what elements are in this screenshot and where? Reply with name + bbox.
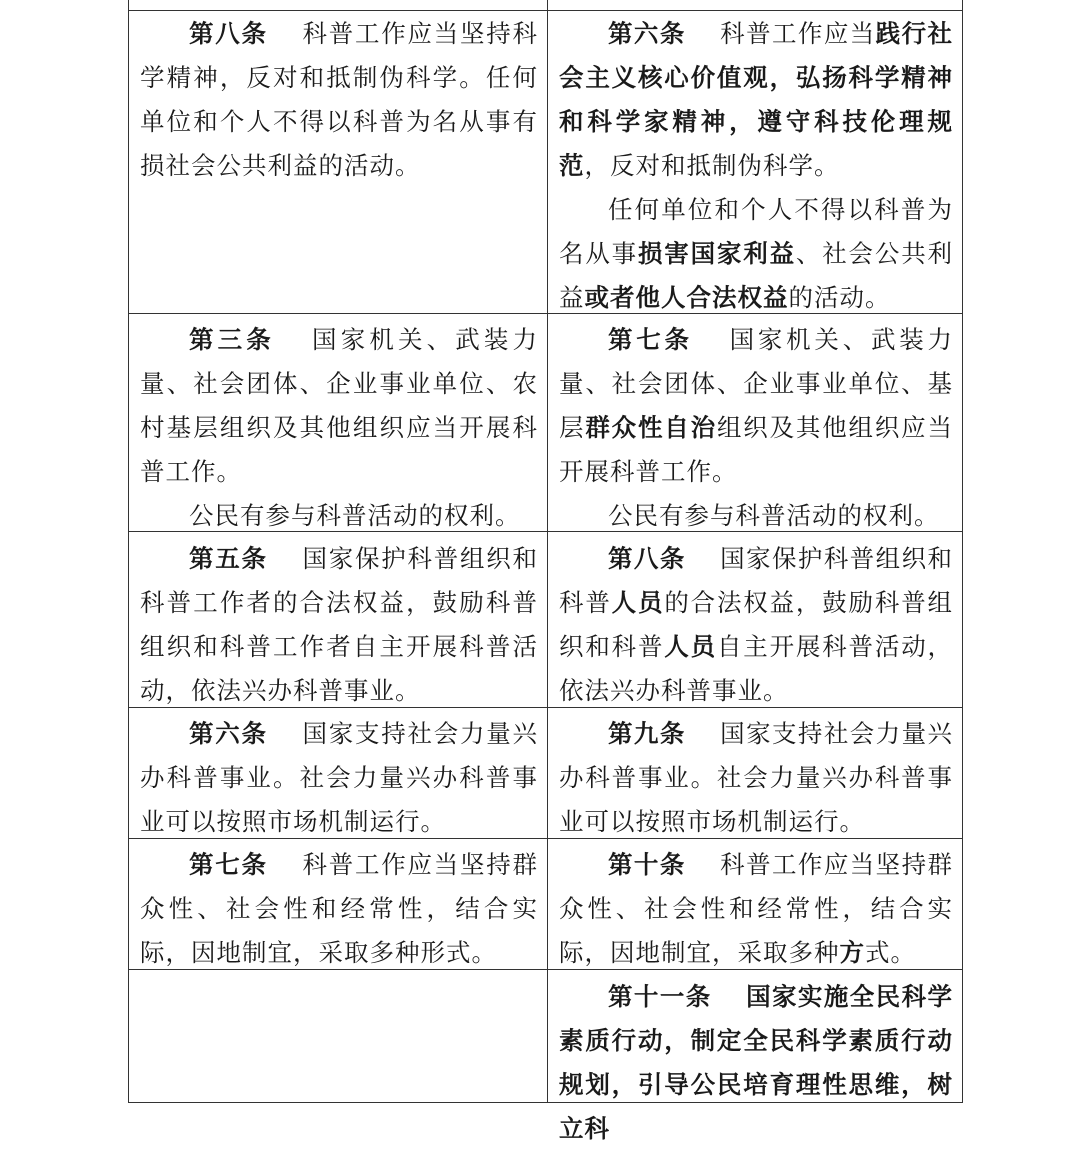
table-border-left bbox=[128, 0, 129, 1103]
article-number: 第八条 bbox=[608, 544, 686, 573]
new-text-cell bbox=[559, 12, 953, 320]
amended-text: 方 bbox=[839, 938, 865, 967]
old-text-cell bbox=[140, 12, 538, 188]
article-number: 第八条 bbox=[189, 19, 268, 48]
body-text: 国家机关、武装力量、社会团体、企业事业单位、基层 bbox=[559, 325, 954, 442]
amended-text: 国家实施全民科学素质行动，制定全民科学素质行动规划，引导公民培育理性思维，树立科 bbox=[559, 982, 954, 1143]
body-text: 国家保护科普组织和科普工作者的合法权益，鼓励科普组织和科普工作者自主开展科普活动，依法兴办科普事业。 bbox=[140, 544, 538, 705]
table-border-right bbox=[962, 0, 963, 1103]
paragraph bbox=[559, 712, 953, 844]
article-number: 第十条 bbox=[608, 850, 686, 879]
body-text: 科普工作应当坚持群众性、社会性和经常性，结合实际，因地制宜，采取多种形式。 bbox=[140, 850, 538, 967]
article-number: 第六条 bbox=[608, 19, 686, 48]
body-text: 科普工作应当坚持群众性、社会性和经常性，结合实际，因地制宜，采取多种 bbox=[559, 850, 953, 967]
body-text: 自主开展科普活动，依法兴办科普事业。 bbox=[559, 632, 954, 705]
body-text: 科普工作应当 bbox=[719, 19, 876, 48]
old-text-cell bbox=[140, 318, 538, 538]
body-text: ，反对和抵制伪科学。 bbox=[584, 151, 840, 180]
paragraph bbox=[140, 537, 538, 713]
body-text: 式。 bbox=[865, 938, 916, 967]
amended-text: 或者他人合法权益 bbox=[584, 283, 789, 312]
paragraph bbox=[559, 975, 953, 1151]
article-number: 第五条 bbox=[189, 544, 268, 573]
article-number: 第七条 bbox=[189, 850, 268, 879]
amended-text: 人员 bbox=[664, 632, 717, 661]
article-number: 第十一条 bbox=[608, 982, 712, 1011]
body-text: 的合法权益，鼓励科普组织和科普 bbox=[559, 588, 954, 661]
paragraph bbox=[559, 12, 953, 188]
article-number: 第九条 bbox=[608, 719, 686, 748]
paragraph bbox=[559, 318, 953, 494]
paragraph bbox=[559, 188, 953, 320]
body-text: 组织及其他组织应当开展科普工作。 bbox=[559, 413, 954, 486]
body-text: 国家支持社会力量兴办科普事业。社会力量兴办科普事业可以按照市场机制运行。 bbox=[140, 719, 538, 836]
new-text-cell bbox=[559, 712, 953, 844]
paragraph bbox=[140, 12, 538, 188]
new-text-cell bbox=[559, 975, 953, 1151]
paragraph bbox=[559, 537, 953, 713]
paragraph bbox=[140, 318, 538, 494]
old-text-cell bbox=[140, 843, 538, 975]
body-text: 、社会公共利益 bbox=[559, 239, 954, 312]
article-number: 第六条 bbox=[189, 719, 268, 748]
body-text: 的活动。 bbox=[788, 283, 891, 312]
amended-text: 群众性自治 bbox=[585, 413, 717, 442]
amended-text: 践行社会主义核心价值观，弘扬科学精神和科学家精神，遵守科技伦理规范 bbox=[559, 19, 954, 180]
body-text: 任何单位和个人不得以科普为名从事 bbox=[559, 195, 953, 268]
body-text: 国家支持社会力量兴办科普事业。社会力量兴办科普事业可以按照市场机制运行。 bbox=[559, 719, 953, 836]
old-text-cell bbox=[140, 537, 538, 713]
paragraph bbox=[140, 843, 538, 975]
paragraph bbox=[140, 494, 538, 538]
row-divider bbox=[128, 10, 963, 11]
article-number: 第三条 bbox=[189, 325, 275, 354]
new-text-cell bbox=[559, 318, 953, 538]
table-divider-center bbox=[547, 0, 548, 1103]
old-text-cell bbox=[140, 712, 538, 844]
paragraph bbox=[559, 843, 953, 975]
body-text: 国家机关、武装力量、社会团体、企业事业单位、农村基层组织及其他组织应当开展科普工作。 bbox=[140, 325, 539, 486]
amended-text: 损害国家利益 bbox=[637, 239, 796, 268]
new-text-cell bbox=[559, 843, 953, 975]
body-text: 科普工作应当坚持科学精神，反对和抵制伪科学。任何单位和个人不得以科普为名从事有损社会公共利益的活动。 bbox=[140, 19, 538, 180]
amended-text: 人员 bbox=[611, 588, 665, 617]
paragraph bbox=[140, 712, 538, 844]
body-text: 公民有参与科普活动的权利。 bbox=[189, 501, 521, 530]
body-text: 公民有参与科普活动的权利。 bbox=[608, 501, 940, 530]
comparison-table bbox=[128, 0, 963, 1143]
article-number: 第七条 bbox=[608, 325, 693, 354]
new-text-cell bbox=[559, 537, 953, 713]
body-text: 国家保护科普组织和科普 bbox=[559, 544, 953, 617]
paragraph bbox=[559, 494, 953, 538]
